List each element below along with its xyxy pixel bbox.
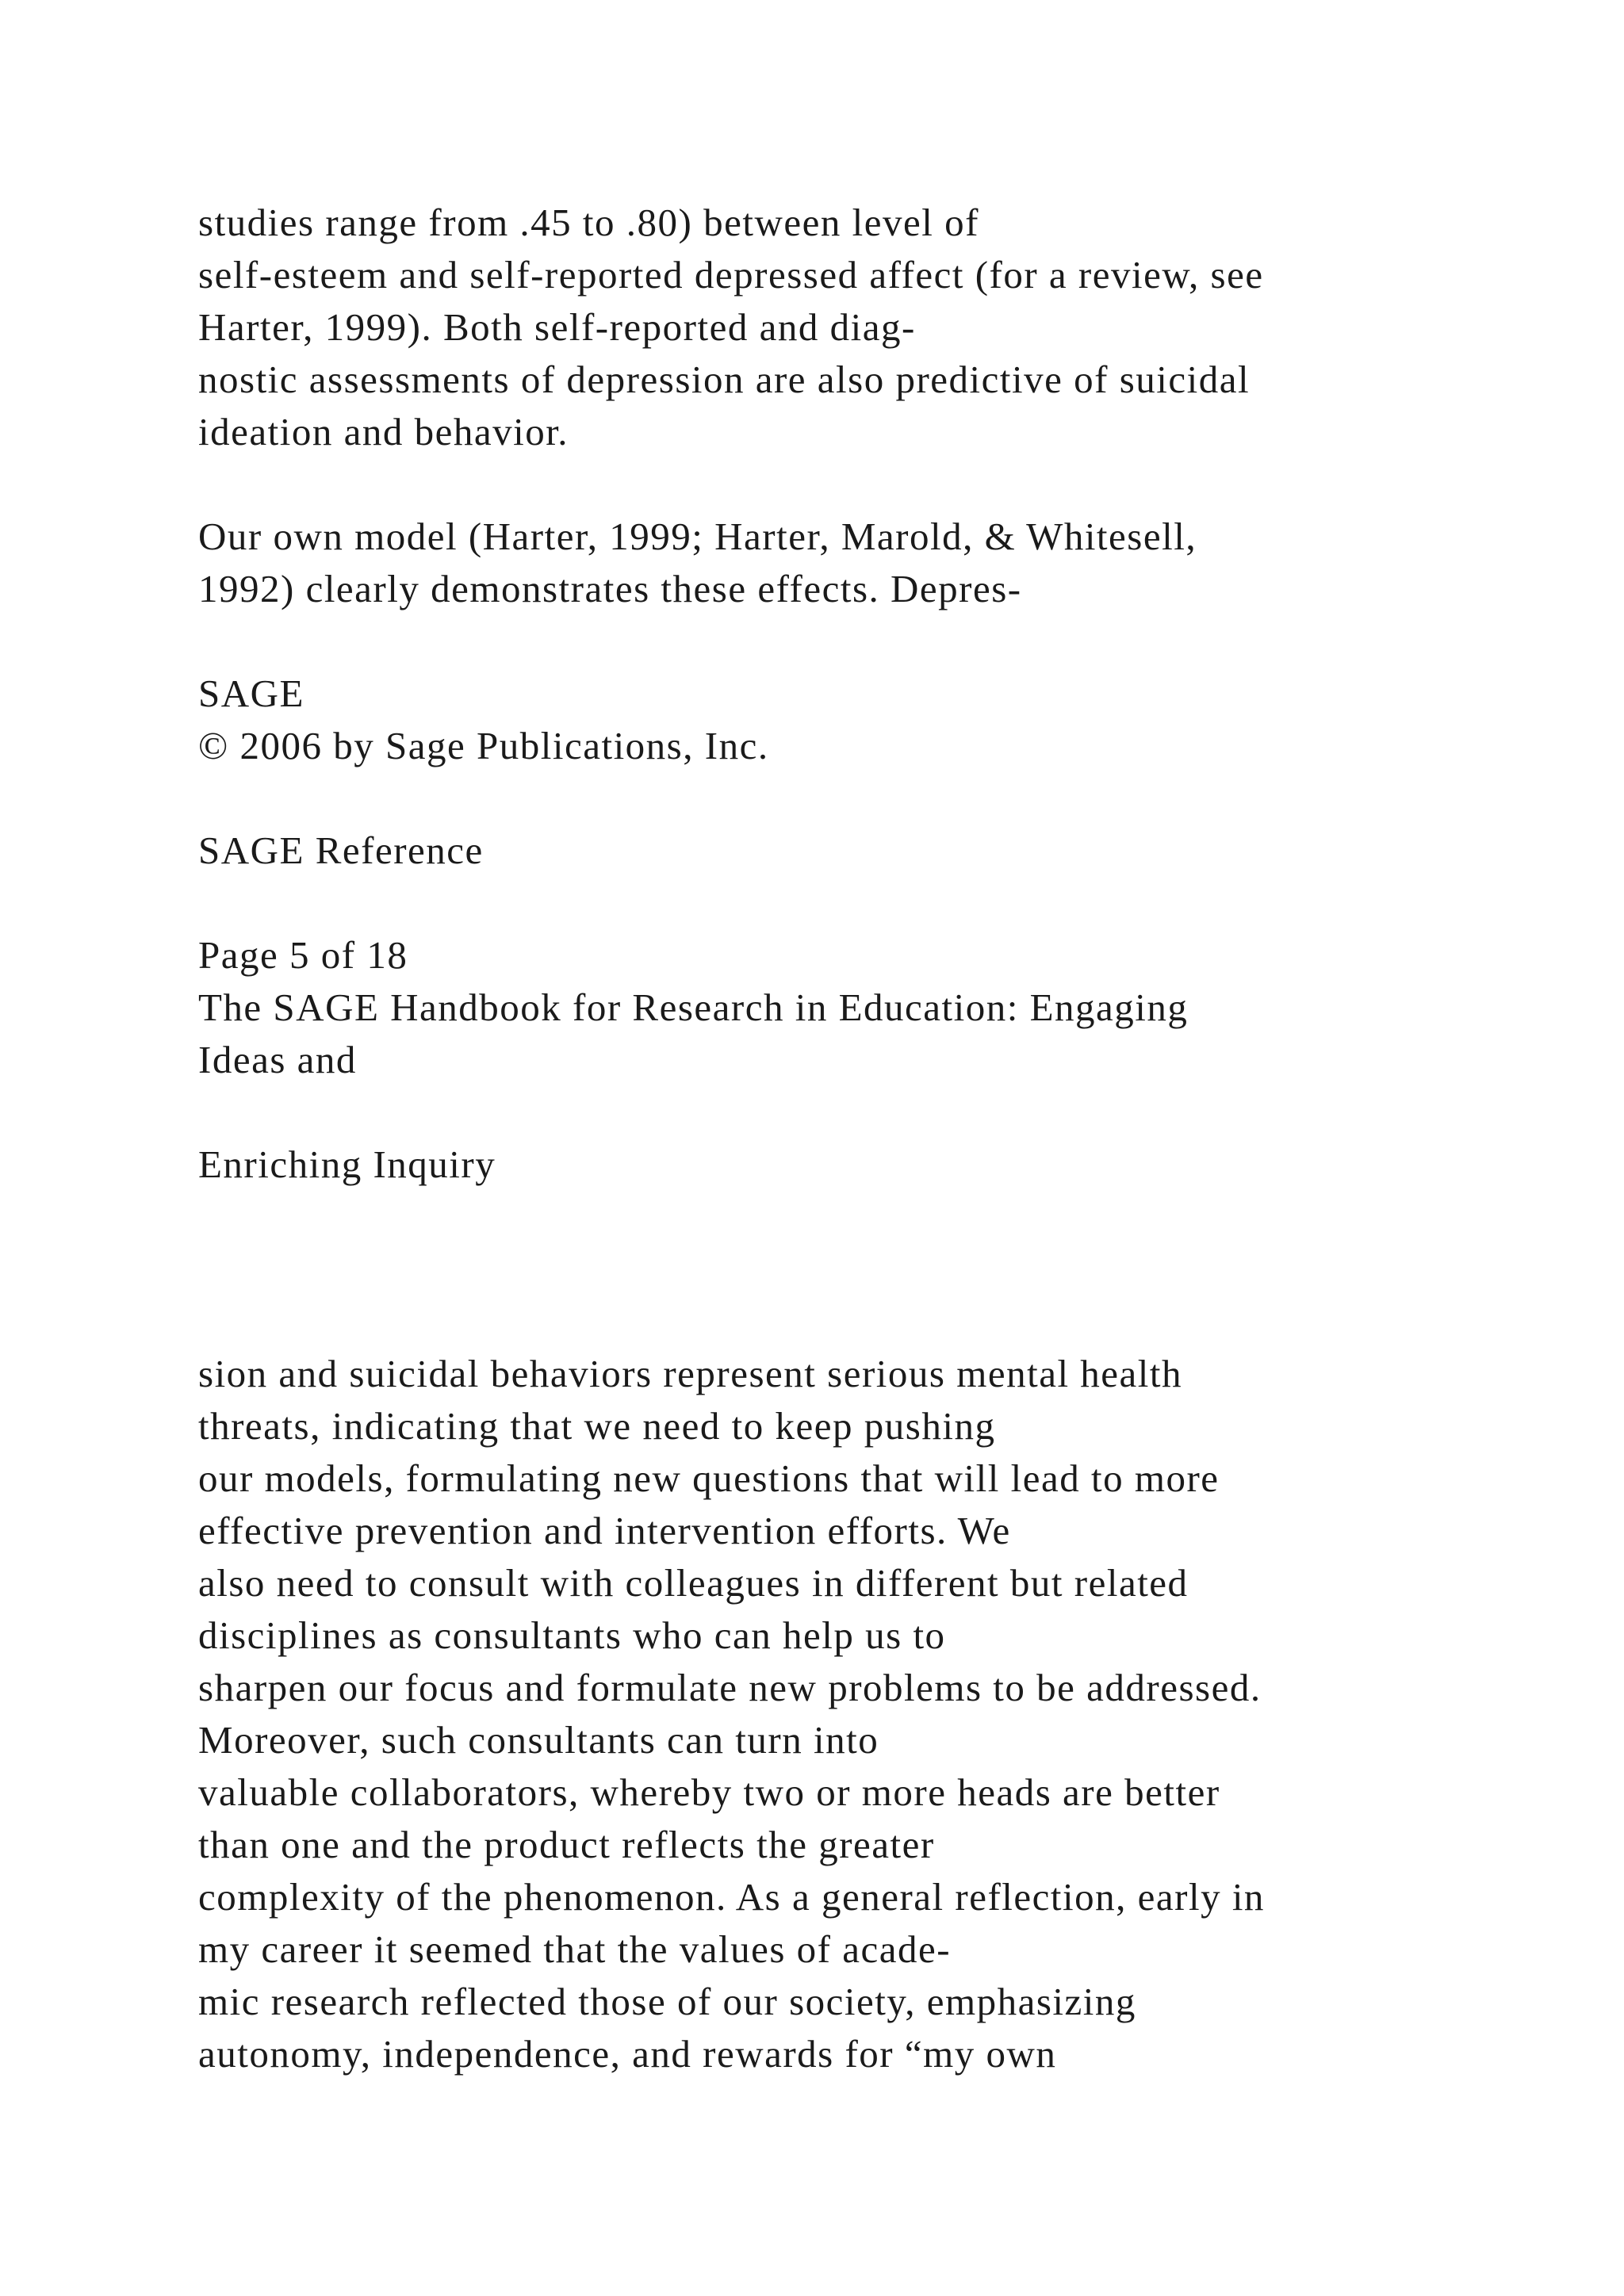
text-line: sharpen our focus and formulate new problems to be addressed. — [198, 1666, 1262, 1709]
text-line: studies range from .45 to .80) between level of — [198, 201, 979, 244]
copyright-notice: © 2006 by Sage Publications, Inc. — [198, 724, 769, 767]
text-line: Our own model (Harter, 1999; Harter, Marold, & Whitesell, — [198, 515, 1197, 558]
text-line: self-esteem and self-reported depressed affect (for a review, see — [198, 253, 1264, 297]
text-line: Harter, 1999). Both self-reported and diag- — [198, 305, 916, 349]
text-line: complexity of the phenomenon. As a general reflection, early in — [198, 1875, 1265, 1919]
text-line: sion and suicidal behaviors represent serious mental health — [198, 1352, 1183, 1395]
text-line: ideation and behavior. — [198, 410, 569, 453]
text-line: threats, indicating that we need to keep pushing — [198, 1404, 996, 1448]
text-line: our models, formulating new questions that will lead to more — [198, 1456, 1220, 1500]
text-line: nostic assessments of depression are also predictive of suicidal — [198, 358, 1251, 401]
text-line: than one and the product reflects the greater — [198, 1823, 935, 1866]
book-title-line: Ideas and — [198, 1038, 357, 1081]
text-line: my career it seemed that the values of acade- — [198, 1927, 952, 1971]
book-subtitle: Enriching Inquiry — [198, 1142, 496, 1186]
text-line: effective prevention and intervention efforts. We — [198, 1509, 1011, 1552]
book-title-line: The SAGE Handbook for Research in Education: Engaging — [198, 985, 1189, 1029]
text-line: valuable collaborators, whereby two or more heads are better — [198, 1770, 1220, 1814]
page-number: Page 5 of 18 — [198, 933, 408, 977]
text-line: also need to consult with colleagues in different but related — [198, 1561, 1189, 1605]
text-line: Moreover, such consultants can turn into — [198, 1718, 879, 1762]
text-line: disciplines as consultants who can help us to — [198, 1613, 946, 1657]
publisher-name: SAGE — [198, 672, 304, 715]
text-line: autonomy, independence, and rewards for “my own — [198, 2032, 1057, 2076]
collection-name: SAGE Reference — [198, 828, 484, 872]
text-line: mic research reflected those of our society, emphasizing — [198, 1980, 1136, 2023]
text-line: 1992) clearly demonstrates these effects. Depres- — [198, 567, 1022, 610]
